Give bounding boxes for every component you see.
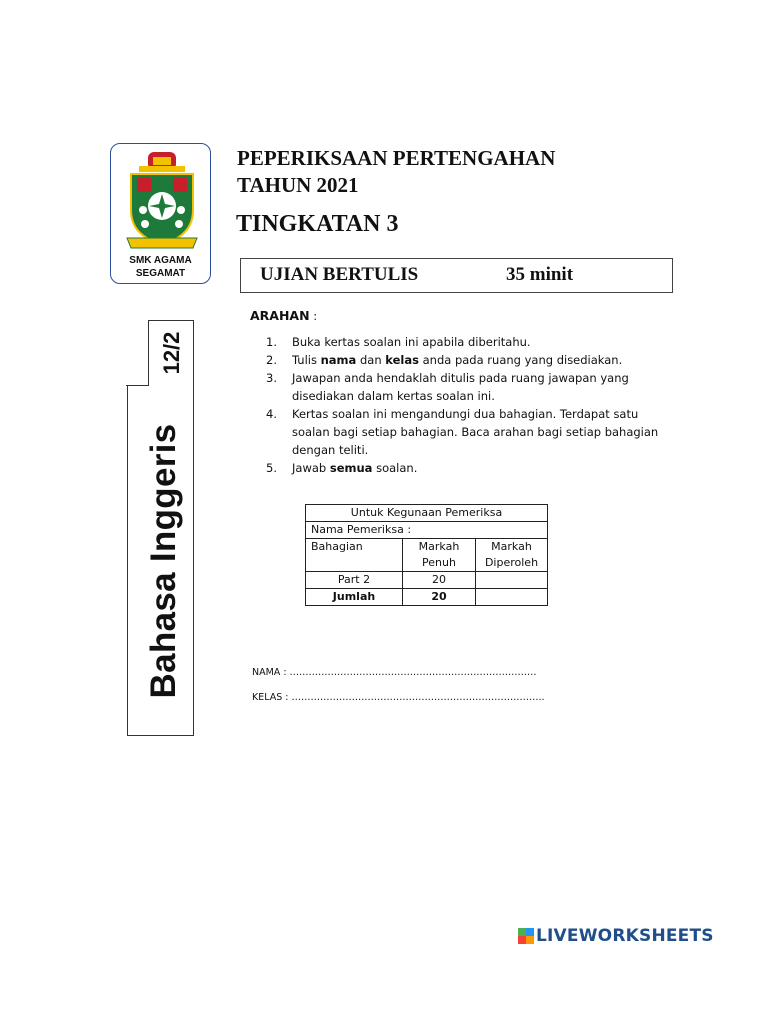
kelas-field[interactable]: KELAS : …………………………………………………………………….. xyxy=(252,692,545,703)
instruction-number: 3. xyxy=(266,371,277,385)
instruction-text-bold: nama xyxy=(320,353,357,367)
header-marks-obtained: Markah Diperoleh xyxy=(476,539,548,572)
row-marks-obtained[interactable] xyxy=(476,572,548,589)
total-full-marks: 20 xyxy=(403,589,476,606)
instruction-text-bold: semua xyxy=(329,461,373,475)
instruction-text xyxy=(292,333,670,351)
side-tab-box xyxy=(126,320,149,386)
table-header-row xyxy=(306,539,548,572)
table-row xyxy=(306,572,548,589)
instruction-text-segment: Kertas soalan ini mengandungi dua bahagian. Terdapat satu soalan bagi setiap bahagian. Baca arahan bagi setiap bahagian dengan teliti. xyxy=(292,407,659,457)
instruction-text-bold: kelas xyxy=(385,353,419,367)
instruction-item xyxy=(266,351,670,369)
icon-square-i xyxy=(526,928,534,936)
exam-title-line1: PEPERIKSAAN PERTENGAHAN xyxy=(237,146,556,170)
instruction-text-segment: anda pada ruang yang disediakan. xyxy=(418,353,623,367)
test-type: UJIAN BERTULIS xyxy=(260,264,419,285)
instruction-text xyxy=(292,369,670,405)
instruction-text-segment: dan xyxy=(356,353,386,367)
instruction-text-segment: Jawab xyxy=(292,461,330,475)
liveworksheets-text: LIVEWORKSHEETS xyxy=(536,926,714,946)
icon-square-e xyxy=(526,936,534,944)
table-row xyxy=(306,522,548,539)
subject-name xyxy=(143,392,185,730)
table-title: Untuk Kegunaan Pemeriksa xyxy=(306,505,548,522)
paper-code xyxy=(157,322,187,384)
table-row xyxy=(306,505,548,522)
instruction-number: 1. xyxy=(266,335,277,349)
row-full-marks: 20 xyxy=(403,572,476,589)
instructions-list xyxy=(266,333,670,477)
school-crest-box xyxy=(110,143,211,284)
test-duration: 35 minit xyxy=(506,264,574,285)
icon-square-l xyxy=(518,928,526,936)
school-crest-logo xyxy=(121,148,203,256)
instruction-item xyxy=(266,405,670,459)
nama-field[interactable]: NAMA : …………………………………………………………………… xyxy=(252,667,537,678)
instructions-heading-label: ARAHAN xyxy=(250,308,310,323)
instruction-item xyxy=(266,333,670,351)
instruction-text-segment: soalan. xyxy=(372,461,418,475)
instruction-text-segment: Tulis xyxy=(292,353,321,367)
subject-name-text: Bahasa Inggeris xyxy=(144,423,183,699)
instruction-item xyxy=(266,369,670,405)
instructions-heading-colon: : xyxy=(309,309,318,323)
instruction-text xyxy=(292,351,670,369)
instruction-number: 2. xyxy=(266,353,277,367)
school-name-line1: SMK AGAMA xyxy=(129,255,192,266)
header-section: Bahagian xyxy=(306,539,403,572)
liveworksheets-logo xyxy=(518,926,714,946)
icon-square-v xyxy=(518,936,526,944)
exam-title xyxy=(237,145,555,199)
instructions-heading xyxy=(250,308,317,323)
test-info-box xyxy=(240,258,673,293)
school-name-line2: SEGAMAT xyxy=(135,268,186,279)
row-section: Part 2 xyxy=(306,572,403,589)
instruction-text-segment: Buka kertas soalan ini apabila diberitahu. xyxy=(292,335,531,349)
instruction-item xyxy=(266,459,670,477)
instruction-text-segment: Jawapan anda hendaklah ditulis pada ruang jawapan yang disediakan dalam kertas soalan ini. xyxy=(292,371,629,403)
total-marks-obtained[interactable] xyxy=(476,589,548,606)
instruction-text xyxy=(292,459,670,477)
table-row xyxy=(306,589,548,606)
instruction-number: 5. xyxy=(266,461,277,475)
instruction-text xyxy=(292,405,670,459)
header-full-marks: Markah Penuh xyxy=(403,539,476,572)
form-title: TINGKATAN 3 xyxy=(236,211,399,237)
instruction-number: 4. xyxy=(266,407,277,421)
paper-code-text: 12/2 xyxy=(159,331,184,375)
examiner-table xyxy=(305,504,548,606)
examiner-name-cell[interactable]: Nama Pemeriksa : xyxy=(306,522,548,539)
liveworksheets-icon xyxy=(518,928,534,944)
total-label: Jumlah xyxy=(306,589,403,606)
exam-title-line2: TAHUN 2021 xyxy=(237,173,359,197)
